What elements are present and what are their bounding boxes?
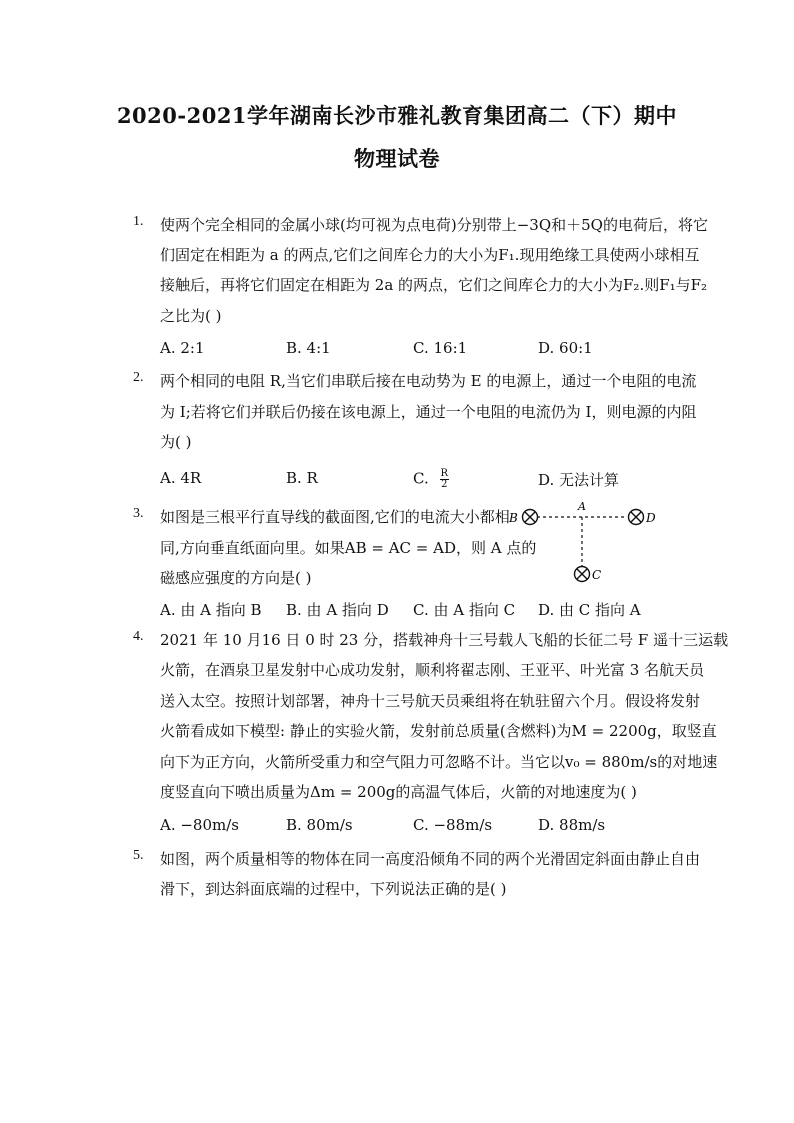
question-text-line: 为 I;若将它们并联后仍接在该电源上，通过一个电阻的电流仍为 I，则电源的内阻: [160, 403, 697, 421]
label-a: A: [578, 500, 586, 513]
question-number: 5.: [133, 848, 144, 863]
option-c: C. 由 A 指向 C: [413, 601, 516, 619]
question-text-line: 火箭看成如下模型: 静止的实验火箭，发射前总质量(含燃料)为M = 2200g，取竖直: [160, 722, 717, 740]
question-number: 3.: [133, 506, 144, 521]
question-text-line: 度竖直向下喷出质量为Δm = 200g的高温气体后，火箭的对地速度为( ): [160, 783, 637, 801]
wire-d-icon: [629, 510, 644, 525]
wire-b-icon: [523, 510, 538, 525]
option-d: D. 无法计算: [538, 471, 620, 489]
question-number: 1.: [133, 214, 144, 229]
question-number: 4.: [133, 629, 144, 644]
question-text-line: 滑下，到达斜面底端的过程中，下列说法正确的是( ): [160, 880, 507, 898]
option-d: D. 由 C 指向 A: [538, 601, 641, 619]
question-text-line: 使两个完全相同的金属小球(均可视为点电荷)分别带上−3Q和＋5Q的电荷后，将它: [160, 216, 708, 234]
option-a: A. −80m/s: [160, 816, 239, 834]
option-d: D. 88m/s: [538, 816, 606, 834]
question-text-line: 2021 年 10 月16 日 0 时 23 分，搭载神舟十三号载人飞船的长征二号 F 遥十三运载: [160, 631, 729, 649]
question-text-line: 同,方向垂直纸面向里。如果AB = AC = AD，则 A 点的: [160, 539, 537, 557]
option-c: C. −88m/s: [413, 816, 493, 834]
question-text-line: 之比为( ): [160, 307, 222, 325]
question-text-line: 为( ): [160, 433, 192, 451]
label-b: B: [509, 511, 518, 525]
question-text-line: 送入太空。按照计划部署，神舟十三号航天员乘组将在轨驻留六个月。假设将发射: [160, 692, 701, 710]
question-number: 2.: [133, 370, 144, 385]
fraction-denominator: 2: [441, 479, 448, 490]
question-text-line: 们固定在相距为 a 的两点,它们之间库仑力的大小为F₁.现用绝缘工具使两小球相互: [160, 246, 700, 264]
option-a: A. 由 A 指向 B: [160, 601, 262, 619]
fraction-numerator: R: [440, 468, 449, 479]
option-b: B. 80m/s: [286, 816, 353, 834]
option-c: C. 16:1: [413, 339, 468, 357]
title-line-2: 物理试卷: [354, 146, 440, 171]
fraction-r-over-2: [440, 469, 450, 490]
wire-c-icon: [575, 567, 590, 582]
question-text-line: 磁感应强度的方向是( ): [160, 569, 312, 587]
label-d: D: [646, 511, 656, 525]
question-text-line: 向下为正方向，火箭所受重力和空气阻力可忽略不计。当它以v₀ = 880m/s的对地速: [160, 753, 718, 771]
question-text-line: 如图，两个质量相等的物体在同一高度沿倾角不同的两个光滑固定斜面由静止自由: [160, 850, 701, 868]
label-c: C: [592, 568, 602, 582]
option-d: D. 60:1: [538, 339, 593, 357]
option-a: A. 2:1: [160, 339, 205, 357]
question-text-line: 接触后，再将它们固定在相距为 2a 的两点，它们之间库仑力的大小为F₂.则F₁与F₂: [160, 276, 708, 294]
option-c: [413, 469, 449, 490]
question-text-line: 两个相同的电阻 R,当它们串联后接在电动势为 E 的电源上，通过一个电阻的电流: [160, 372, 697, 390]
question-text-line: 如图是三根平行直导线的截面图,它们的电流大小都相: [160, 508, 510, 526]
option-b: B. 4:1: [286, 339, 331, 357]
title-line-1: 2020-2021学年湖南长沙市雅礼教育集团高二（下）期中: [116, 103, 678, 128]
question-text-line: 火箭，在酒泉卫星发射中心成功发射，顺利将翟志刚、王亚平、叶光富 3 名航天员: [160, 661, 705, 679]
option-c-label: C.: [413, 469, 429, 488]
option-b: B. 由 A 指向 D: [286, 601, 389, 619]
option-b: B. R: [286, 469, 318, 487]
wire-cross-section-figure: [505, 498, 665, 590]
option-a: A. 4R: [160, 469, 202, 487]
